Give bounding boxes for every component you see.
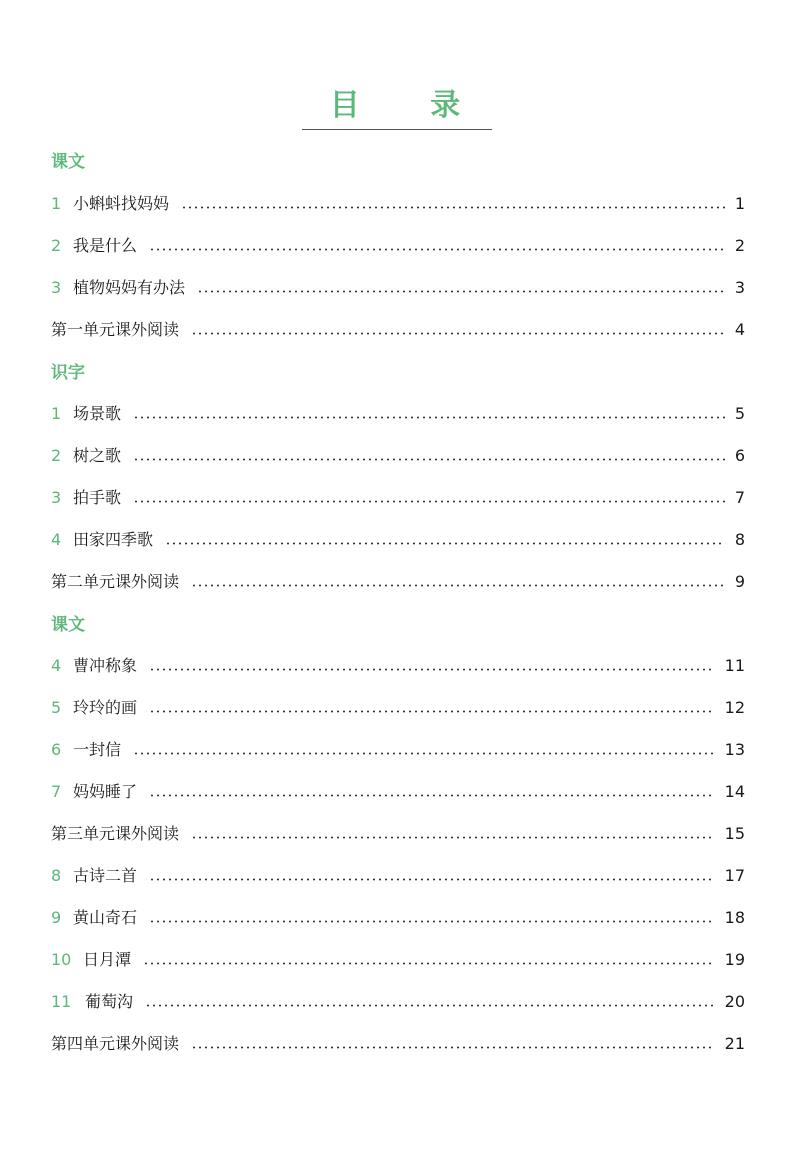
entry-page-number: 11 xyxy=(724,656,745,675)
toc-entry[interactable] xyxy=(51,991,745,1013)
toc-entry[interactable] xyxy=(51,445,745,467)
entry-page-number: 20 xyxy=(724,992,745,1011)
page-title: 目 录 xyxy=(329,88,491,123)
entry-title: 第三单元课外阅读 xyxy=(51,824,180,843)
entry-page-number: 14 xyxy=(724,782,745,801)
entry-number: 7 xyxy=(51,782,62,801)
toc-entry[interactable] xyxy=(51,403,745,425)
dot-leader xyxy=(133,752,715,755)
dot-leader xyxy=(149,794,715,797)
dot-leader xyxy=(133,500,725,503)
toc-entry[interactable] xyxy=(51,781,745,803)
entry-number: 11 xyxy=(51,992,72,1011)
dot-leader xyxy=(165,542,725,545)
entry-page-number: 4 xyxy=(734,320,745,339)
dot-leader xyxy=(149,248,725,251)
entry-number: 1 xyxy=(51,194,62,213)
entry-number: 9 xyxy=(51,908,62,927)
toc-entry[interactable] xyxy=(51,529,745,551)
toc-entry[interactable] xyxy=(51,949,745,971)
entry-page-number: 8 xyxy=(734,530,745,549)
section-heading-literacy: 识字 xyxy=(51,363,85,383)
entry-title: 田家四季歌 xyxy=(73,530,154,549)
entry-number: 3 xyxy=(51,488,62,507)
entry-page-number: 17 xyxy=(724,866,745,885)
title-underline xyxy=(302,129,492,130)
entry-title: 第一单元课外阅读 xyxy=(51,320,180,339)
entry-page-number: 19 xyxy=(724,950,745,969)
toc-entry[interactable] xyxy=(51,235,745,257)
entry-page-number: 13 xyxy=(724,740,745,759)
entry-number: 1 xyxy=(51,404,62,423)
entry-page-number: 15 xyxy=(724,824,745,843)
entry-page-number: 7 xyxy=(734,488,745,507)
entry-number: 2 xyxy=(51,236,62,255)
entry-title: 树之歌 xyxy=(73,446,122,465)
entry-number: 10 xyxy=(51,950,72,969)
toc-entry[interactable] xyxy=(51,487,745,509)
entry-number: 5 xyxy=(51,698,62,717)
entry-page-number: 18 xyxy=(724,908,745,927)
dot-leader xyxy=(149,668,715,671)
toc-entry-unit-reading[interactable] xyxy=(51,823,745,845)
entry-number: 4 xyxy=(51,530,62,549)
entry-title: 曹冲称象 xyxy=(73,656,138,675)
entry-page-number: 12 xyxy=(724,698,745,717)
toc-entry-unit-reading[interactable] xyxy=(51,319,745,341)
entry-page-number: 21 xyxy=(724,1034,745,1053)
entry-title: 黄山奇石 xyxy=(73,908,138,927)
entry-title: 日月潭 xyxy=(83,950,132,969)
entry-number: 6 xyxy=(51,740,62,759)
entry-number: 8 xyxy=(51,866,62,885)
entry-title: 妈妈睡了 xyxy=(73,782,138,801)
entry-title: 第四单元课外阅读 xyxy=(51,1034,180,1053)
entry-page-number: 2 xyxy=(734,236,745,255)
dot-leader xyxy=(149,920,715,923)
toc-entry[interactable] xyxy=(51,865,745,887)
entry-title: 场景歌 xyxy=(73,404,122,423)
dot-leader xyxy=(149,878,715,881)
toc-entry-unit-reading[interactable] xyxy=(51,571,745,593)
dot-leader xyxy=(133,416,725,419)
entry-title: 我是什么 xyxy=(73,236,138,255)
section-heading-lessons-2: 课文 xyxy=(51,615,85,635)
dot-leader xyxy=(191,836,715,839)
entry-title: 小蝌蚪找妈妈 xyxy=(73,194,170,213)
dot-leader xyxy=(191,332,725,335)
entry-page-number: 6 xyxy=(734,446,745,465)
entry-number: 2 xyxy=(51,446,62,465)
dot-leader xyxy=(191,584,725,587)
entry-title: 一封信 xyxy=(73,740,122,759)
toc-entry[interactable] xyxy=(51,907,745,929)
entry-title: 玲玲的画 xyxy=(73,698,138,717)
toc-entry[interactable] xyxy=(51,277,745,299)
entry-page-number: 5 xyxy=(734,404,745,423)
dot-leader xyxy=(133,458,725,461)
toc-entry[interactable] xyxy=(51,655,745,677)
entry-number: 4 xyxy=(51,656,62,675)
entry-page-number: 9 xyxy=(734,572,745,591)
dot-leader xyxy=(145,1004,715,1007)
section-heading-lessons-1: 课文 xyxy=(51,152,85,172)
entry-number: 3 xyxy=(51,278,62,297)
dot-leader xyxy=(143,962,715,965)
toc-entry-unit-reading[interactable] xyxy=(51,1033,745,1055)
entry-title: 古诗二首 xyxy=(73,866,138,885)
entry-page-number: 1 xyxy=(734,194,745,213)
entry-title: 葡萄沟 xyxy=(85,992,134,1011)
dot-leader xyxy=(191,1046,715,1049)
dot-leader xyxy=(197,290,725,293)
entry-page-number: 3 xyxy=(734,278,745,297)
toc-entry[interactable] xyxy=(51,739,745,761)
toc-entry[interactable] xyxy=(51,193,745,215)
entry-title: 植物妈妈有办法 xyxy=(73,278,186,297)
toc-entry[interactable] xyxy=(51,697,745,719)
entry-title: 第二单元课外阅读 xyxy=(51,572,180,591)
dot-leader xyxy=(149,710,715,713)
entry-title: 拍手歌 xyxy=(73,488,122,507)
dot-leader xyxy=(181,206,725,209)
